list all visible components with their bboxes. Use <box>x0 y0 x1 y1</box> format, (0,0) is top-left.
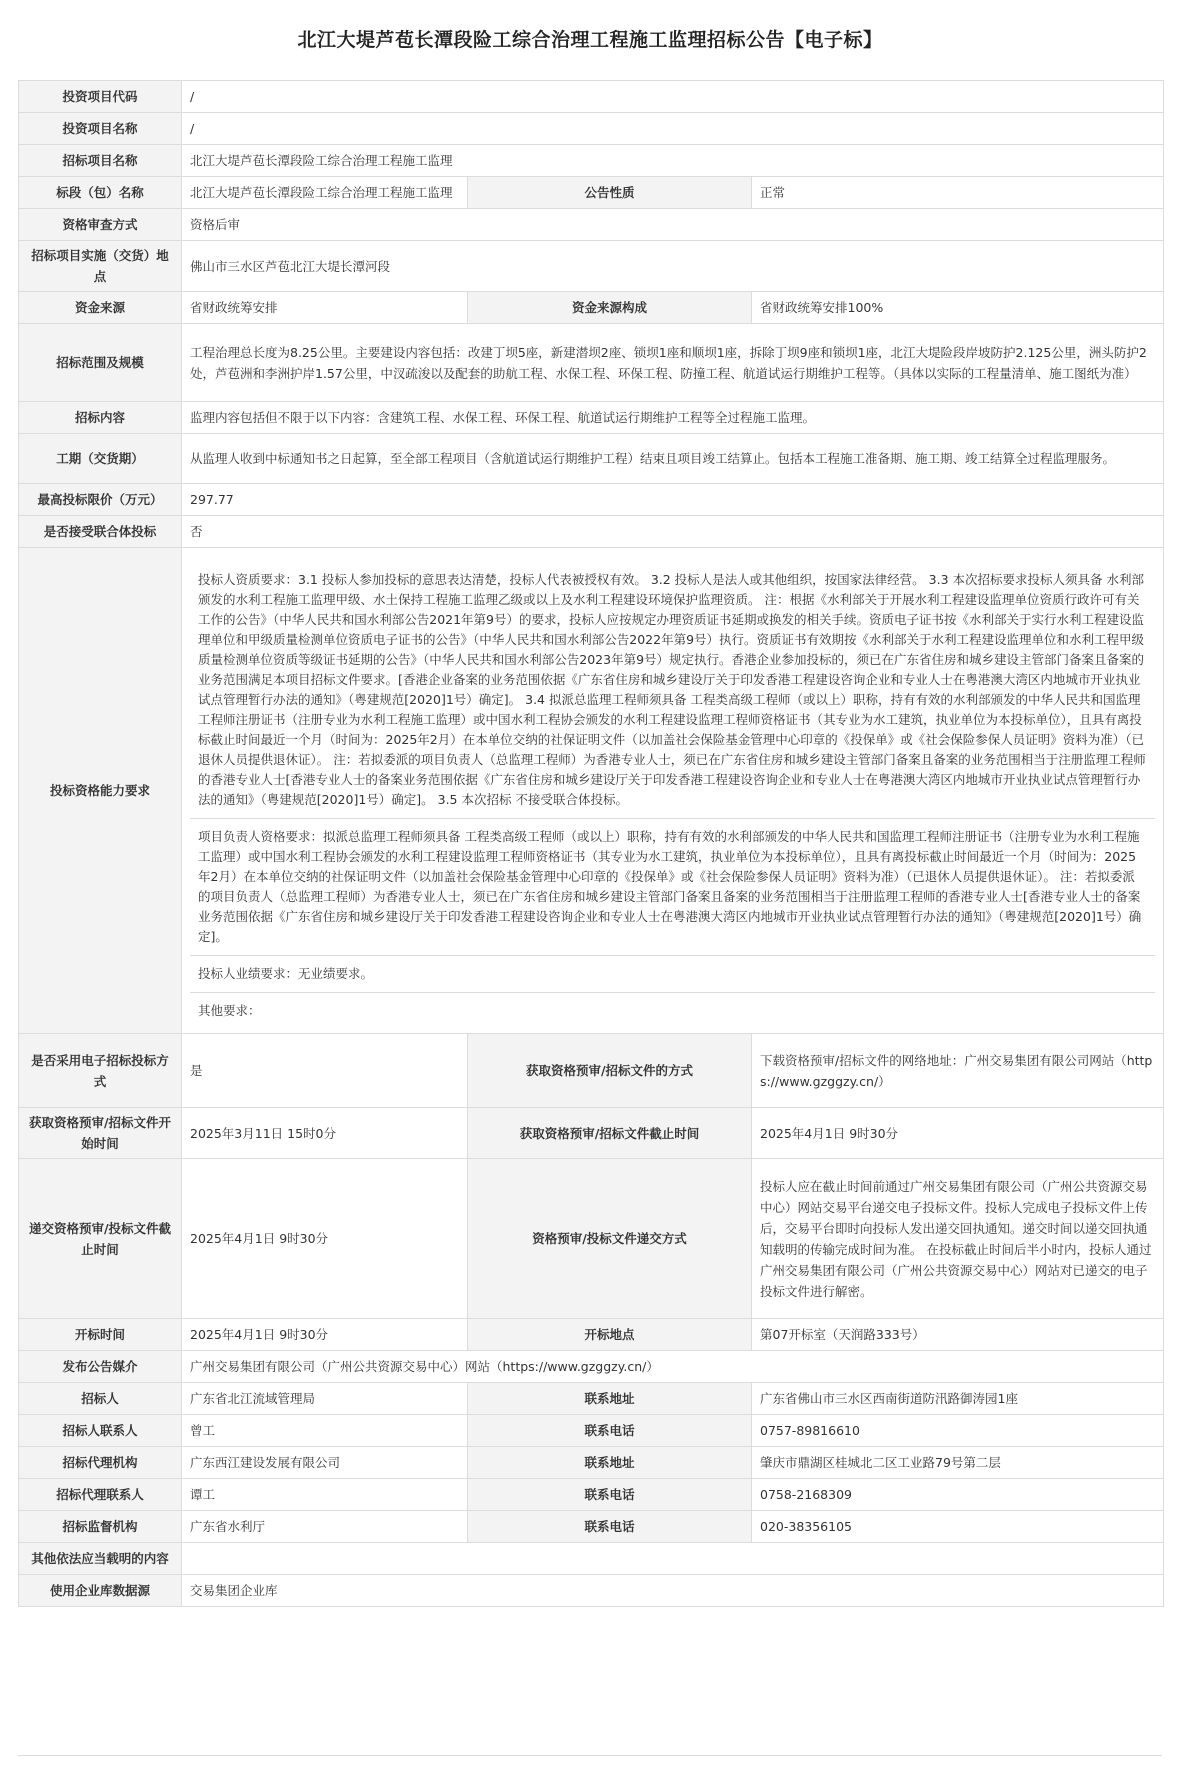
value-agency-address: 肇庆市鼎湖区桂城北二区工业路79号第二层 <box>752 1447 1164 1479</box>
row-agency-contact <box>19 1479 1164 1511</box>
row-enterprise-db <box>19 1575 1164 1607</box>
value-period: 从监理人收到中标通知书之日起算，至全部工程项目（含航道试运行期维护工程）结束且项目竣工结算止。包括本工程施工准备期、施工期、竣工结算全过程监理服务。 <box>182 434 1164 484</box>
label-fund-composition: 资金来源构成 <box>468 292 752 324</box>
value-max-price: 297.77 <box>182 484 1164 516</box>
label-tender-project-name: 招标项目名称 <box>19 145 182 177</box>
value-submit-deadline: 2025年4月1日 9时30分 <box>182 1159 468 1319</box>
label-period: 工期（交货期） <box>19 434 182 484</box>
value-project-code: / <box>182 81 1164 113</box>
value-agency-phone: 0758-2168309 <box>752 1479 1164 1511</box>
label-obtain-start: 获取资格预审/招标文件开始时间 <box>19 1108 182 1159</box>
value-tender-project-name: 北江大堤芦苞长潭段险工综合治理工程施工监理 <box>182 145 1164 177</box>
value-opening-time: 2025年4月1日 9时30分 <box>182 1319 468 1351</box>
row-tenderer <box>19 1383 1164 1415</box>
label-other-content: 其他依法应当载明的内容 <box>19 1543 182 1575</box>
row-content <box>19 402 1164 434</box>
value-supervisor-phone: 020-38356105 <box>752 1511 1164 1543</box>
label-section-name: 标段（包）名称 <box>19 177 182 209</box>
row-tenderer-contact <box>19 1415 1164 1447</box>
value-bidder-requirements <box>182 548 1164 1034</box>
label-qualification-method: 资格审查方式 <box>19 209 182 241</box>
row-media <box>19 1351 1164 1383</box>
label-obtain-method: 获取资格预审/招标文件的方式 <box>468 1034 752 1108</box>
manager-qualification-text: 项目负责人资格要求：拟派总监理工程师须具备 工程类高级工程师（或以上）职称，持有有效的水利部颁发的中华人民共和国监理工程师注册证书（注册专业为水利工程施工监理）或中国水利工程协会颁发的水利工程建设监理工程师资格证书（其专业为水工建筑，执业单位为本投标单位），且具有离投标截止时间最近一个月（时间为：2025年2月）在本单位交纳的社保证明文件（以加盖社会保险基金管理中心印章的《投保单》或《社会保险参保人员证明》资料为准）（已退休人员提供退休证）。 注：若拟委派的项目负责人（总监理工程师）为香港专业人士，须已在广东省住房和城乡建设主管部门备案且备案的业务范围相当于注册监理工程师的香港专业人士[香港专业人士的备案业务范围依据《广东省住房和城乡建设厅关于印发香港工程建设咨询企业和专业人士在粤港澳大湾区内地城市开业执业试点管理暂行办法的通知》（粤建规范[2020]1号）确定]。 <box>190 819 1155 956</box>
label-joint-bid: 是否接受联合体投标 <box>19 516 182 548</box>
label-fund-source: 资金来源 <box>19 292 182 324</box>
value-enterprise-db: 交易集团企业库 <box>182 1575 1164 1607</box>
label-supervisor-phone: 联系电话 <box>468 1511 752 1543</box>
label-enterprise-db: 使用企业库数据源 <box>19 1575 182 1607</box>
value-tenderer-contact: 曾工 <box>182 1415 468 1447</box>
row-other-content <box>19 1543 1164 1575</box>
page-title: 北江大堤芦苞长潭段险工综合治理工程施工监理招标公告【电子标】 <box>297 29 883 51</box>
row-submit <box>19 1159 1164 1319</box>
value-location: 佛山市三水区芦苞北江大堤长潭河段 <box>182 241 1164 292</box>
label-announcement-nature: 公告性质 <box>468 177 752 209</box>
value-scope: 工程治理总长度为8.25公里。主要建设内容包括：改建丁坝5座，新建潜坝2座、锁坝1座和顺坝1座，拆除丁坝9座和锁坝1座，北江大堤险段岸坡防护2.125公里，洲头防护2处，芦苞洲和李洲护岸1.57公里，中汊疏浚以及配套的助航工程、水保工程、环保工程、防撞工程、航道试运行期维护工程等。（具体以实际的工程量清单、施工图纸为准） <box>182 324 1164 402</box>
value-project-name: / <box>182 113 1164 145</box>
label-location: 招标项目实施（交货）地点 <box>19 241 182 292</box>
label-project-code: 投资项目代码 <box>19 81 182 113</box>
row-period <box>19 434 1164 484</box>
label-agency-contact: 招标代理联系人 <box>19 1479 182 1511</box>
row-qualification-method <box>19 209 1164 241</box>
row-location <box>19 241 1164 292</box>
value-electronic: 是 <box>182 1034 468 1108</box>
row-agency <box>19 1447 1164 1479</box>
label-agency-phone: 联系电话 <box>468 1479 752 1511</box>
value-tenderer-address: 广东省佛山市三水区西南街道防汛路御涛园1座 <box>752 1383 1164 1415</box>
value-agency-contact: 谭工 <box>182 1479 468 1511</box>
row-supervisor <box>19 1511 1164 1543</box>
bidder-qualification-text: 投标人资质要求：3.1 投标人参加投标的意思表达清楚，投标人代表被授权有效。 3.2 投标人是法人或其他组织，按国家法律经营。 3.3 本次招标要求投标人须具备 水利部颁发的水利工程施工监理甲级、水土保持工程施工监理乙级或以上及水利工程建设环境保护监理资质。 注：根据《水利部关于开展水利工程建设监理单位资质行政许可有关工作的公告》（中华人民共和国水利部公告2021年第9号）的要求，投标人应按规定办理资质证书延期或换发的相关手续。资质电子证书按《水利部关于实行水利工程建设监理单位和甲级质量检测单位资质电子证书的公告》（中华人民共和国水利部公告2022年第9号）执行。资质证书有效期按《水利部关于水利工程建设监理单位和水利工程甲级质量检测单位资质等级证书延期的公告》（中华人民共和国水利部公告2023年第9号）规定执行。香港企业参加投标的，须已在广东省住房和城乡建设主管部门备案且备案的业务范围满足本项目招标文件要求。[香港企业备案的业务范围依据《广东省住房和城乡建设厅关于印发香港工程建设咨询企业和专业人士在粤港澳大湾区内地城市开业执业试点管理暂行办法的通知》（粤建规范[2020]1号）确定]。 3.4 拟派总监理工程师须具备 工程类高级工程师（或以上）职称，持有有效的水利部颁发的中华人民共和国监理工程师注册证书（注册专业为水利工程施工监理）或中国水利工程协会颁发的水利工程建设监理工程师资格证书（其专业为水工建筑，执业单位为本投标单位），且具有离投标截止时间最近一个月（时间为：2025年2月）在本单位交纳的社保证明文件（以加盖社会保险基金管理中心印章的《投保单》或《社会保险参保人员证明》资料为准）（已退休人员提供退休证）。 注：若拟委派的项目负责人（总监理工程师）为香港专业人士，须已在广东省住房和城乡建设主管部门备案且备案的业务范围相当于注册监理工程师的香港专业人士[香港专业人士的备案业务范围依据《广东省住房和城乡建设厅关于印发香港工程建设咨询企业和专业人士在粤港澳大湾区内地城市开业执业试点管理暂行办法的通知》（粤建规范[2020]1号）确定]。 3.5 本次招标 不接受联合体投标。 <box>190 552 1155 819</box>
row-fund-source <box>19 292 1164 324</box>
row-project-name <box>19 113 1164 145</box>
label-tenderer-phone: 联系电话 <box>468 1415 752 1447</box>
label-opening-place: 开标地点 <box>468 1319 752 1351</box>
label-obtain-end: 获取资格预审/招标文件截止时间 <box>468 1108 752 1159</box>
row-obtain-time <box>19 1108 1164 1159</box>
performance-requirement-text: 投标人业绩要求：无业绩要求。 <box>190 956 1155 993</box>
label-project-name: 投资项目名称 <box>19 113 182 145</box>
label-bidder-requirements: 投标资格能力要求 <box>19 548 182 1034</box>
value-tenderer-phone: 0757-89816610 <box>752 1415 1164 1447</box>
label-opening-time: 开标时间 <box>19 1319 182 1351</box>
value-section-name: 北江大堤芦苞长潭段险工综合治理工程施工监理 <box>182 177 468 209</box>
value-media: 广州交易集团有限公司（广州公共资源交易中心）网站（https://www.gzggzy.cn/） <box>182 1351 1164 1383</box>
other-requirement-text: 其他要求： <box>198 1003 261 1018</box>
value-obtain-end: 2025年4月1日 9时30分 <box>752 1108 1164 1159</box>
value-other-content <box>182 1543 1164 1575</box>
label-submit-method: 资格预审/投标文件递交方式 <box>468 1159 752 1319</box>
value-fund-source: 省财政统筹安排 <box>182 292 468 324</box>
value-content: 监理内容包括但不限于以下内容：含建筑工程、水保工程、环保工程、航道试运行期维护工程等全过程施工监理。 <box>182 402 1164 434</box>
row-section-name <box>19 177 1164 209</box>
label-electronic: 是否采用电子招标投标方式 <box>19 1034 182 1108</box>
value-supervisor: 广东省水利厅 <box>182 1511 468 1543</box>
row-scope <box>19 324 1164 402</box>
row-electronic <box>19 1034 1164 1108</box>
value-tenderer: 广东省北江流域管理局 <box>182 1383 468 1415</box>
row-tender-project-name <box>19 145 1164 177</box>
label-tenderer-address: 联系地址 <box>468 1383 752 1415</box>
row-opening <box>19 1319 1164 1351</box>
value-announcement-nature: 正常 <box>752 177 1164 209</box>
label-agency-address: 联系地址 <box>468 1447 752 1479</box>
label-agency: 招标代理机构 <box>19 1447 182 1479</box>
label-supervisor: 招标监督机构 <box>19 1511 182 1543</box>
value-fund-composition: 省财政统筹安排100% <box>752 292 1164 324</box>
label-media: 发布公告媒介 <box>19 1351 182 1383</box>
label-scope: 招标范围及规模 <box>19 324 182 402</box>
value-obtain-start: 2025年3月11日 15时0分 <box>182 1108 468 1159</box>
value-agency: 广东西江建设发展有限公司 <box>182 1447 468 1479</box>
label-tenderer: 招标人 <box>19 1383 182 1415</box>
value-submit-method: 投标人应在截止时间前通过广州交易集团有限公司（广州公共资源交易中心）网站交易平台递交电子投标文件。投标人完成电子投标文件上传后，交易平台即时向投标人发出递交回执通知。递交时间以递交回执通知载明的传输完成时间为准。 在投标截止时间后半小时内，投标人通过广州交易集团有限公司（广州公共资源交易中心）网站对已递交的电子投标文件进行解密。 <box>752 1159 1164 1319</box>
label-content: 招标内容 <box>19 402 182 434</box>
announcement-table <box>18 80 1164 1607</box>
footer-divider <box>18 1755 1162 1756</box>
value-opening-place: 第07开标室（天润路333号） <box>752 1319 1164 1351</box>
label-max-price: 最高投标限价（万元） <box>19 484 182 516</box>
value-qualification-method: 资格后审 <box>182 209 1164 241</box>
value-joint-bid: 否 <box>182 516 1164 548</box>
value-obtain-method: 下载资格预审/招标文件的网络地址：广州交易集团有限公司网站（https://www.gzggzy.cn/） <box>752 1034 1164 1108</box>
row-joint-bid <box>19 516 1164 548</box>
label-submit-deadline: 递交资格预审/投标文件截止时间 <box>19 1159 182 1319</box>
row-max-price <box>19 484 1164 516</box>
row-bidder-requirements <box>19 548 1164 1034</box>
row-project-code <box>19 81 1164 113</box>
label-tenderer-contact: 招标人联系人 <box>19 1415 182 1447</box>
